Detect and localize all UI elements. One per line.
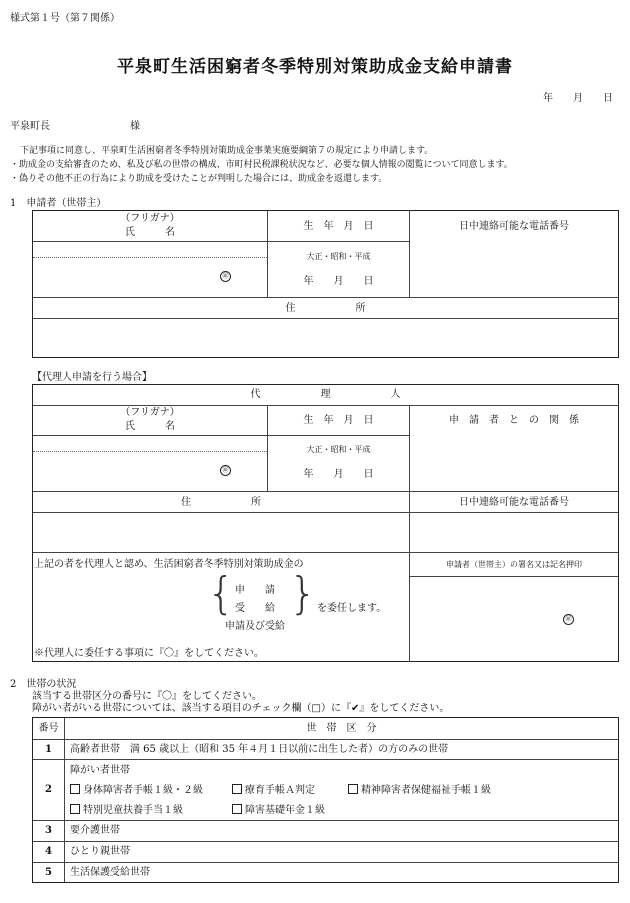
section2-instruction-2: 障がい者がいる世帯については、該当する項目のチェック欄（□）に『✔』をしてください。 bbox=[32, 703, 450, 714]
col-header-category: 世 帯 区 分 bbox=[306, 723, 377, 734]
signature-label: 申請者（世帯主）の署名又は記名押印 bbox=[446, 560, 582, 569]
proxy-furigana-input[interactable] bbox=[34, 437, 264, 450]
applicant-era-options[interactable]: 大正・昭和・平成 bbox=[306, 252, 371, 261]
addressee: 平泉町長 様 bbox=[10, 121, 140, 132]
option-receive[interactable]: 受 給 bbox=[235, 603, 275, 614]
applicant-birth-label: 生 年 月 日 bbox=[303, 221, 374, 232]
proxy-phone-input[interactable] bbox=[411, 514, 616, 550]
section1-heading: 1 申請者（世帯主） bbox=[10, 198, 107, 209]
left-brace-icon: { bbox=[207, 568, 235, 619]
checkbox-icon[interactable] bbox=[232, 804, 242, 814]
option-apply[interactable]: 申 請 bbox=[235, 585, 275, 596]
row-3-text: 要介護世帯 bbox=[70, 825, 120, 836]
page-title: 平泉町生活困窮者冬季特別対策助成金支給申請書 bbox=[117, 57, 513, 77]
applicant-furigana-input[interactable] bbox=[34, 243, 264, 256]
row-2-text: 障がい者世帯 bbox=[70, 765, 130, 776]
check-item[interactable]: 身体障害者手帳１級・２級 bbox=[70, 784, 203, 797]
proxy-birth-date[interactable]: 年 月 日 bbox=[303, 469, 374, 480]
intro-line-1: 下記事項に同意し、平泉町生活困窮者冬季特別対策助成金事業実施要綱第７の規定により申請します。 bbox=[20, 146, 434, 156]
row-3-number[interactable]: 3 bbox=[45, 825, 52, 836]
intro-line-2: ・助成金の支給審査のため、私及び私の世帯の構成、市町村民税課税状況など、必要な個人情報の閲覧について同意します。 bbox=[10, 160, 513, 170]
household-table bbox=[32, 717, 619, 883]
delegation-note: ※代理人に委任する事項に『〇』をしてください。 bbox=[34, 648, 264, 659]
check-item[interactable]: 精神障害者保健福祉手帳１級 bbox=[348, 784, 491, 797]
applicant-name-label: 氏 名 bbox=[125, 227, 175, 238]
row-4-text: ひとり親世帯 bbox=[70, 846, 130, 857]
proxy-name-label: 氏 名 bbox=[125, 421, 175, 432]
check-item[interactable]: 障害基礎年金１級 bbox=[232, 804, 325, 817]
applicant-furigana-label: （フリガナ） bbox=[120, 213, 180, 224]
proxy-heading: 【代理人申請を行う場合】 bbox=[32, 372, 152, 383]
proxy-address-input[interactable] bbox=[34, 514, 407, 550]
proxy-furigana-label: （フリガナ） bbox=[120, 407, 180, 418]
proxy-era-options[interactable]: 大正・昭和・平成 bbox=[306, 445, 371, 454]
proxy-birth-label: 生 年 月 日 bbox=[303, 415, 374, 426]
checkbox-icon[interactable] bbox=[232, 784, 242, 794]
proxy-phone-label: 日中連絡可能な電話番号 bbox=[459, 497, 569, 508]
signature-input[interactable] bbox=[411, 578, 616, 660]
option-apply-and-receive[interactable]: 申請及び受給 bbox=[225, 621, 285, 632]
check-item[interactable]: 特別児童扶養手当１級 bbox=[70, 804, 183, 817]
checkbox-icon[interactable] bbox=[348, 784, 358, 794]
applicant-birth-date[interactable]: 年 月 日 bbox=[303, 276, 374, 287]
row-5-number[interactable]: 5 bbox=[45, 867, 52, 878]
row-1-number[interactable]: 1 bbox=[45, 744, 52, 755]
row-5-text: 生活保護受給世帯 bbox=[70, 867, 150, 878]
applicant-address-label: 住 所 bbox=[285, 303, 366, 314]
proxy-relation-input[interactable] bbox=[411, 437, 616, 489]
section2-heading: 2 世帯の状況 bbox=[10, 679, 77, 690]
intro-line-3: ・偽りその他不正の行為により助成を受けたことが判明した場合には、助成金を返還します。 bbox=[10, 174, 388, 184]
applicant-phone-input[interactable] bbox=[411, 243, 616, 295]
applicant-address-input[interactable] bbox=[34, 320, 616, 356]
checkbox-icon[interactable] bbox=[70, 784, 80, 794]
section2-instruction-1: 該当する世帯区分の番号に『〇』をしてください。 bbox=[32, 691, 262, 702]
form-number: 様式第１号（第７関係） bbox=[10, 13, 120, 24]
proxy-relation-label: 申 請 者 と の 関 係 bbox=[449, 415, 579, 426]
row-4-number[interactable]: 4 bbox=[45, 846, 52, 857]
col-header-number: 番号 bbox=[38, 723, 59, 734]
right-brace-icon: } bbox=[289, 568, 317, 619]
proxy-address-label: 住 所 bbox=[181, 497, 261, 508]
entrust-text: を委任します。 bbox=[317, 603, 387, 614]
check-item[interactable]: 療育手帳Ａ判定 bbox=[232, 784, 315, 797]
seal-mark: ㊞ bbox=[563, 614, 574, 625]
row-1-text: 高齢者世帯 満 65 歳以上（昭和 35 年４月１日以前に出生した者）の方のみの世帯 bbox=[70, 744, 449, 755]
seal-mark: ㊞ bbox=[220, 271, 231, 282]
row-2-number[interactable]: 2 bbox=[45, 784, 52, 795]
applicant-phone-label: 日中連絡可能な電話番号 bbox=[459, 221, 569, 232]
seal-mark: ㊞ bbox=[220, 465, 231, 476]
proxy-title: 代 理 人 bbox=[250, 389, 401, 400]
checkbox-icon[interactable] bbox=[70, 804, 80, 814]
delegation-text: 上記の者を代理人と認め、生活困窮者冬季特別対策助成金の bbox=[34, 559, 304, 570]
date-field[interactable]: 年 月 日 bbox=[543, 93, 613, 104]
